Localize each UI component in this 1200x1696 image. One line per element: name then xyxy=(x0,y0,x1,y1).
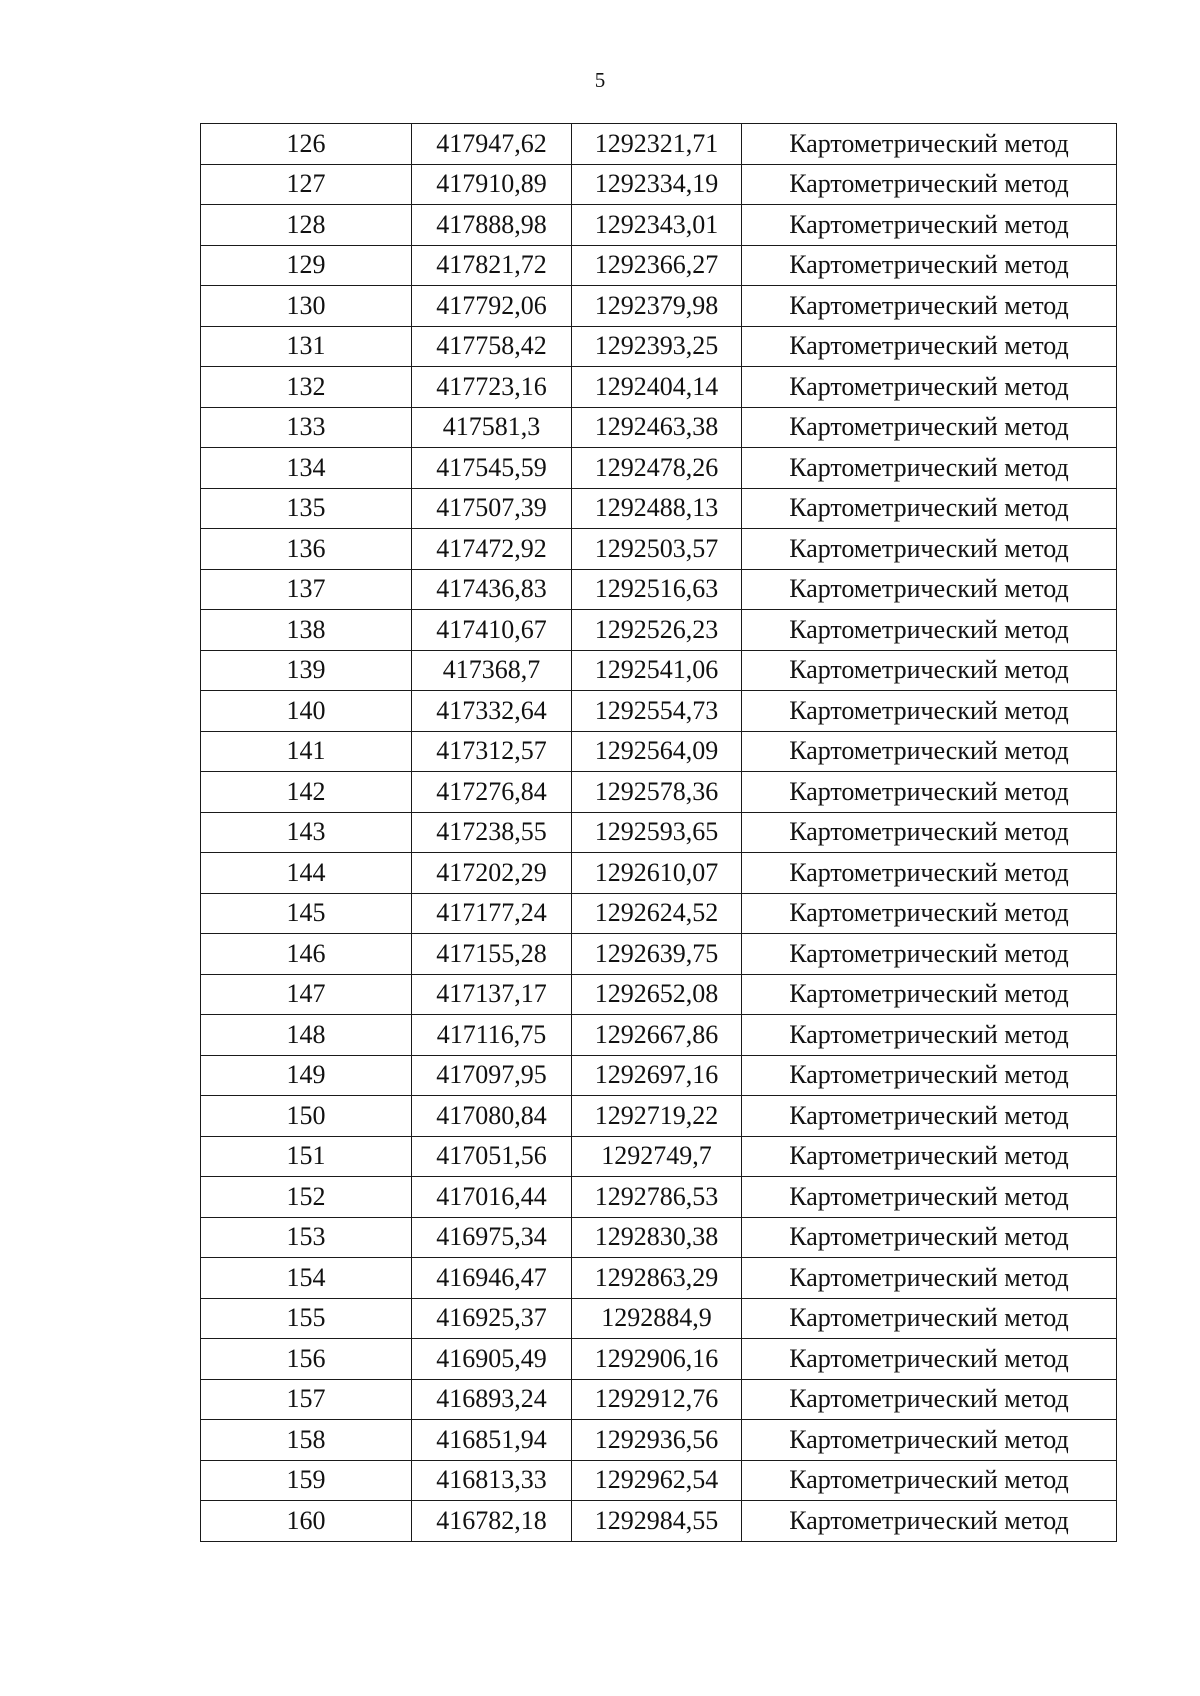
table-row xyxy=(201,934,1117,975)
table-row xyxy=(201,448,1117,489)
point-number-cell: 143 xyxy=(201,812,412,853)
table-row xyxy=(201,529,1117,570)
table-row xyxy=(201,1379,1117,1420)
point-number-cell: 153 xyxy=(201,1217,412,1258)
point-number-cell: 145 xyxy=(201,893,412,934)
point-number-cell: 130 xyxy=(201,286,412,327)
x-coordinate-cell: 417792,06 xyxy=(412,286,572,327)
table-row xyxy=(201,1217,1117,1258)
table-row xyxy=(201,1420,1117,1461)
table-row xyxy=(201,367,1117,408)
y-coordinate-cell: 1292478,26 xyxy=(572,448,742,489)
x-coordinate-cell: 417238,55 xyxy=(412,812,572,853)
method-cell: Картометрический метод xyxy=(742,772,1117,813)
method-cell: Картометрический метод xyxy=(742,286,1117,327)
y-coordinate-cell: 1292463,38 xyxy=(572,407,742,448)
method-cell: Картометрический метод xyxy=(742,448,1117,489)
method-cell: Картометрический метод xyxy=(742,1460,1117,1501)
method-cell: Картометрический метод xyxy=(742,691,1117,732)
y-coordinate-cell: 1292321,71 xyxy=(572,124,742,165)
point-number-cell: 134 xyxy=(201,448,412,489)
point-number-cell: 157 xyxy=(201,1379,412,1420)
x-coordinate-cell: 416893,24 xyxy=(412,1379,572,1420)
method-cell: Картометрический метод xyxy=(742,1258,1117,1299)
method-cell: Картометрический метод xyxy=(742,853,1117,894)
point-number-cell: 139 xyxy=(201,650,412,691)
method-cell: Картометрический метод xyxy=(742,569,1117,610)
y-coordinate-cell: 1292962,54 xyxy=(572,1460,742,1501)
y-coordinate-cell: 1292541,06 xyxy=(572,650,742,691)
y-coordinate-cell: 1292984,55 xyxy=(572,1501,742,1542)
x-coordinate-cell: 417581,3 xyxy=(412,407,572,448)
y-coordinate-cell: 1292863,29 xyxy=(572,1258,742,1299)
table-row xyxy=(201,1258,1117,1299)
method-cell: Картометрический метод xyxy=(742,245,1117,286)
x-coordinate-cell: 417051,56 xyxy=(412,1136,572,1177)
point-number-cell: 126 xyxy=(201,124,412,165)
x-coordinate-cell: 417312,57 xyxy=(412,731,572,772)
table-row xyxy=(201,164,1117,205)
point-number-cell: 135 xyxy=(201,488,412,529)
method-cell: Картометрический метод xyxy=(742,529,1117,570)
y-coordinate-cell: 1292639,75 xyxy=(572,934,742,975)
point-number-cell: 160 xyxy=(201,1501,412,1542)
point-number-cell: 148 xyxy=(201,1015,412,1056)
method-cell: Картометрический метод xyxy=(742,164,1117,205)
point-number-cell: 152 xyxy=(201,1177,412,1218)
table-row xyxy=(201,1460,1117,1501)
point-number-cell: 132 xyxy=(201,367,412,408)
x-coordinate-cell: 416925,37 xyxy=(412,1298,572,1339)
x-coordinate-cell: 417821,72 xyxy=(412,245,572,286)
x-coordinate-cell: 417947,62 xyxy=(412,124,572,165)
y-coordinate-cell: 1292786,53 xyxy=(572,1177,742,1218)
x-coordinate-cell: 417410,67 xyxy=(412,610,572,651)
point-number-cell: 155 xyxy=(201,1298,412,1339)
y-coordinate-cell: 1292624,52 xyxy=(572,893,742,934)
y-coordinate-cell: 1292593,65 xyxy=(572,812,742,853)
y-coordinate-cell: 1292554,73 xyxy=(572,691,742,732)
x-coordinate-cell: 417758,42 xyxy=(412,326,572,367)
x-coordinate-cell: 416905,49 xyxy=(412,1339,572,1380)
point-number-cell: 147 xyxy=(201,974,412,1015)
table-row xyxy=(201,1096,1117,1137)
y-coordinate-cell: 1292912,76 xyxy=(572,1379,742,1420)
coordinates-table xyxy=(200,123,1117,1542)
x-coordinate-cell: 416782,18 xyxy=(412,1501,572,1542)
x-coordinate-cell: 416813,33 xyxy=(412,1460,572,1501)
x-coordinate-cell: 416946,47 xyxy=(412,1258,572,1299)
point-number-cell: 142 xyxy=(201,772,412,813)
method-cell: Картометрический метод xyxy=(742,1177,1117,1218)
method-cell: Картометрический метод xyxy=(742,1298,1117,1339)
x-coordinate-cell: 417202,29 xyxy=(412,853,572,894)
method-cell: Картометрический метод xyxy=(742,1379,1117,1420)
x-coordinate-cell: 417332,64 xyxy=(412,691,572,732)
method-cell: Картометрический метод xyxy=(742,488,1117,529)
x-coordinate-cell: 417368,7 xyxy=(412,650,572,691)
point-number-cell: 137 xyxy=(201,569,412,610)
y-coordinate-cell: 1292404,14 xyxy=(572,367,742,408)
y-coordinate-cell: 1292334,19 xyxy=(572,164,742,205)
x-coordinate-cell: 417472,92 xyxy=(412,529,572,570)
table-row xyxy=(201,691,1117,732)
y-coordinate-cell: 1292488,13 xyxy=(572,488,742,529)
x-coordinate-cell: 417507,39 xyxy=(412,488,572,529)
y-coordinate-cell: 1292749,7 xyxy=(572,1136,742,1177)
table-row xyxy=(201,731,1117,772)
y-coordinate-cell: 1292667,86 xyxy=(572,1015,742,1056)
point-number-cell: 141 xyxy=(201,731,412,772)
table-row xyxy=(201,1055,1117,1096)
point-number-cell: 156 xyxy=(201,1339,412,1380)
point-number-cell: 140 xyxy=(201,691,412,732)
method-cell: Картометрический метод xyxy=(742,893,1117,934)
point-number-cell: 131 xyxy=(201,326,412,367)
x-coordinate-cell: 417116,75 xyxy=(412,1015,572,1056)
x-coordinate-cell: 417155,28 xyxy=(412,934,572,975)
point-number-cell: 144 xyxy=(201,853,412,894)
table-row xyxy=(201,124,1117,165)
table-row xyxy=(201,812,1117,853)
method-cell: Картометрический метод xyxy=(742,1055,1117,1096)
x-coordinate-cell: 417097,95 xyxy=(412,1055,572,1096)
table-row xyxy=(201,1136,1117,1177)
x-coordinate-cell: 417436,83 xyxy=(412,569,572,610)
method-cell: Картометрический метод xyxy=(742,1217,1117,1258)
x-coordinate-cell: 417016,44 xyxy=(412,1177,572,1218)
x-coordinate-cell: 417276,84 xyxy=(412,772,572,813)
x-coordinate-cell: 416975,34 xyxy=(412,1217,572,1258)
coordinates-table-body xyxy=(201,124,1117,1542)
method-cell: Картометрический метод xyxy=(742,1015,1117,1056)
point-number-cell: 128 xyxy=(201,205,412,246)
x-coordinate-cell: 417545,59 xyxy=(412,448,572,489)
point-number-cell: 154 xyxy=(201,1258,412,1299)
y-coordinate-cell: 1292393,25 xyxy=(572,326,742,367)
x-coordinate-cell: 417137,17 xyxy=(412,974,572,1015)
y-coordinate-cell: 1292564,09 xyxy=(572,731,742,772)
y-coordinate-cell: 1292516,63 xyxy=(572,569,742,610)
point-number-cell: 158 xyxy=(201,1420,412,1461)
table-row xyxy=(201,974,1117,1015)
x-coordinate-cell: 417080,84 xyxy=(412,1096,572,1137)
table-row xyxy=(201,407,1117,448)
y-coordinate-cell: 1292906,16 xyxy=(572,1339,742,1380)
x-coordinate-cell: 416851,94 xyxy=(412,1420,572,1461)
method-cell: Картометрический метод xyxy=(742,650,1117,691)
table-row xyxy=(201,1501,1117,1542)
table-row xyxy=(201,286,1117,327)
y-coordinate-cell: 1292379,98 xyxy=(572,286,742,327)
y-coordinate-cell: 1292610,07 xyxy=(572,853,742,894)
table-row xyxy=(201,205,1117,246)
y-coordinate-cell: 1292652,08 xyxy=(572,974,742,1015)
method-cell: Картометрический метод xyxy=(742,205,1117,246)
point-number-cell: 133 xyxy=(201,407,412,448)
method-cell: Картометрический метод xyxy=(742,974,1117,1015)
table-row xyxy=(201,853,1117,894)
table-row xyxy=(201,650,1117,691)
method-cell: Картометрический метод xyxy=(742,326,1117,367)
method-cell: Картометрический метод xyxy=(742,124,1117,165)
table-row xyxy=(201,326,1117,367)
y-coordinate-cell: 1292526,23 xyxy=(572,610,742,651)
x-coordinate-cell: 417910,89 xyxy=(412,164,572,205)
method-cell: Картометрический метод xyxy=(742,1096,1117,1137)
point-number-cell: 146 xyxy=(201,934,412,975)
y-coordinate-cell: 1292719,22 xyxy=(572,1096,742,1137)
point-number-cell: 159 xyxy=(201,1460,412,1501)
y-coordinate-cell: 1292830,38 xyxy=(572,1217,742,1258)
x-coordinate-cell: 417888,98 xyxy=(412,205,572,246)
table-row xyxy=(201,1339,1117,1380)
y-coordinate-cell: 1292366,27 xyxy=(572,245,742,286)
x-coordinate-cell: 417723,16 xyxy=(412,367,572,408)
table-row xyxy=(201,1298,1117,1339)
y-coordinate-cell: 1292884,9 xyxy=(572,1298,742,1339)
x-coordinate-cell: 417177,24 xyxy=(412,893,572,934)
table-row xyxy=(201,1177,1117,1218)
method-cell: Картометрический метод xyxy=(742,731,1117,772)
table-row xyxy=(201,893,1117,934)
table-row xyxy=(201,1015,1117,1056)
method-cell: Картометрический метод xyxy=(742,407,1117,448)
y-coordinate-cell: 1292503,57 xyxy=(572,529,742,570)
table-row xyxy=(201,610,1117,651)
y-coordinate-cell: 1292697,16 xyxy=(572,1055,742,1096)
method-cell: Картометрический метод xyxy=(742,1136,1117,1177)
point-number-cell: 136 xyxy=(201,529,412,570)
point-number-cell: 151 xyxy=(201,1136,412,1177)
page-number: 5 xyxy=(594,68,606,92)
method-cell: Картометрический метод xyxy=(742,1420,1117,1461)
method-cell: Картометрический метод xyxy=(742,367,1117,408)
method-cell: Картометрический метод xyxy=(742,934,1117,975)
table-row xyxy=(201,772,1117,813)
y-coordinate-cell: 1292343,01 xyxy=(572,205,742,246)
table-row xyxy=(201,569,1117,610)
method-cell: Картометрический метод xyxy=(742,1339,1117,1380)
point-number-cell: 129 xyxy=(201,245,412,286)
y-coordinate-cell: 1292936,56 xyxy=(572,1420,742,1461)
y-coordinate-cell: 1292578,36 xyxy=(572,772,742,813)
point-number-cell: 138 xyxy=(201,610,412,651)
table-row xyxy=(201,488,1117,529)
point-number-cell: 150 xyxy=(201,1096,412,1137)
point-number-cell: 149 xyxy=(201,1055,412,1096)
table-row xyxy=(201,245,1117,286)
method-cell: Картометрический метод xyxy=(742,610,1117,651)
method-cell: Картометрический метод xyxy=(742,812,1117,853)
method-cell: Картометрический метод xyxy=(742,1501,1117,1542)
point-number-cell: 127 xyxy=(201,164,412,205)
